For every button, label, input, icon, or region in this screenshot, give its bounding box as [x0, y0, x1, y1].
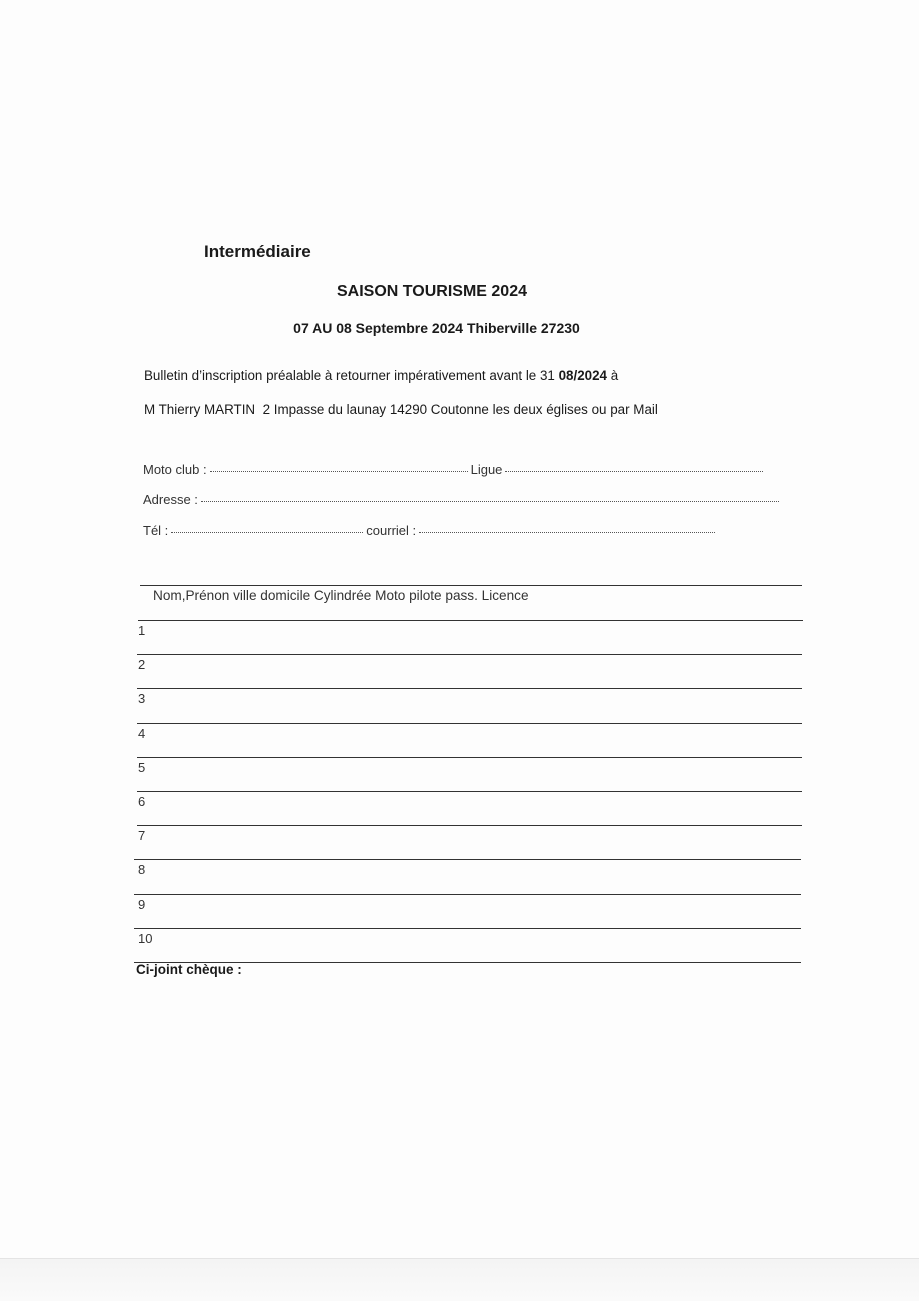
table-header: Nom,Prénon ville domicile Cylindrée Moto pilote pass. Licence	[153, 588, 529, 603]
courriel-label: courriel :	[366, 523, 417, 538]
recipient-address: 2 Impasse du launay 14290 Coutonne les deux églises ou par Mail	[262, 402, 658, 417]
courriel-input[interactable]	[419, 531, 715, 533]
tel-field-row	[143, 523, 718, 538]
bulletin-deadline: 08/2024	[558, 368, 607, 383]
table-row-number: 7	[138, 828, 146, 844]
table-row-rule	[137, 654, 802, 655]
table-row-number: 9	[138, 896, 146, 912]
bulletin-instructions	[144, 368, 618, 383]
table-row-rule	[134, 928, 801, 929]
table-row-rule	[137, 825, 802, 826]
table-row-number: 8	[138, 862, 146, 878]
table-row-rule	[137, 688, 802, 689]
recipient-address-line	[144, 402, 658, 417]
tel-input[interactable]	[171, 531, 363, 533]
table-row-number: 3	[138, 691, 146, 707]
adresse-field-row	[143, 492, 782, 507]
cheque-label: Ci-joint chèque :	[136, 962, 242, 977]
table-row-number: 10	[138, 930, 153, 946]
table-row-number: 1	[138, 623, 146, 638]
table-row-number: 5	[138, 759, 146, 775]
ligue-label: Ligue	[470, 462, 503, 477]
level-title: Intermédiaire	[204, 242, 311, 261]
table-row-number: 4	[138, 725, 146, 741]
bulletin-suffix: à	[607, 368, 619, 383]
table-header-rule	[138, 620, 803, 621]
season-title: SAISON TOURISME 2024	[337, 283, 527, 300]
moto-club-input[interactable]	[210, 470, 468, 472]
adresse-input[interactable]	[201, 500, 779, 502]
table-row-rule	[134, 894, 801, 895]
table-row-number: 6	[138, 794, 146, 809]
scan-bottom-shadow	[0, 1258, 919, 1301]
recipient-name: M Thierry MARTIN	[144, 402, 256, 417]
table-top-rule	[140, 585, 802, 586]
table-row-rule	[137, 723, 802, 724]
table-row-rule	[137, 757, 802, 758]
table-row-number: 2	[138, 657, 146, 673]
moto-club-label: Moto club :	[143, 462, 207, 477]
moto-club-field-row	[143, 462, 766, 477]
adresse-label: Adresse :	[143, 492, 198, 507]
event-dates-location: 07 AU 08 Septembre 2024 Thiberville 27230	[293, 320, 580, 336]
ligue-input[interactable]	[505, 470, 763, 472]
table-row-rule	[137, 791, 802, 792]
table-row-rule	[134, 859, 801, 860]
tel-label: Tél :	[143, 523, 169, 538]
bulletin-text: Bulletin d’inscription préalable à retourner impérativement avant le 31	[144, 368, 559, 383]
